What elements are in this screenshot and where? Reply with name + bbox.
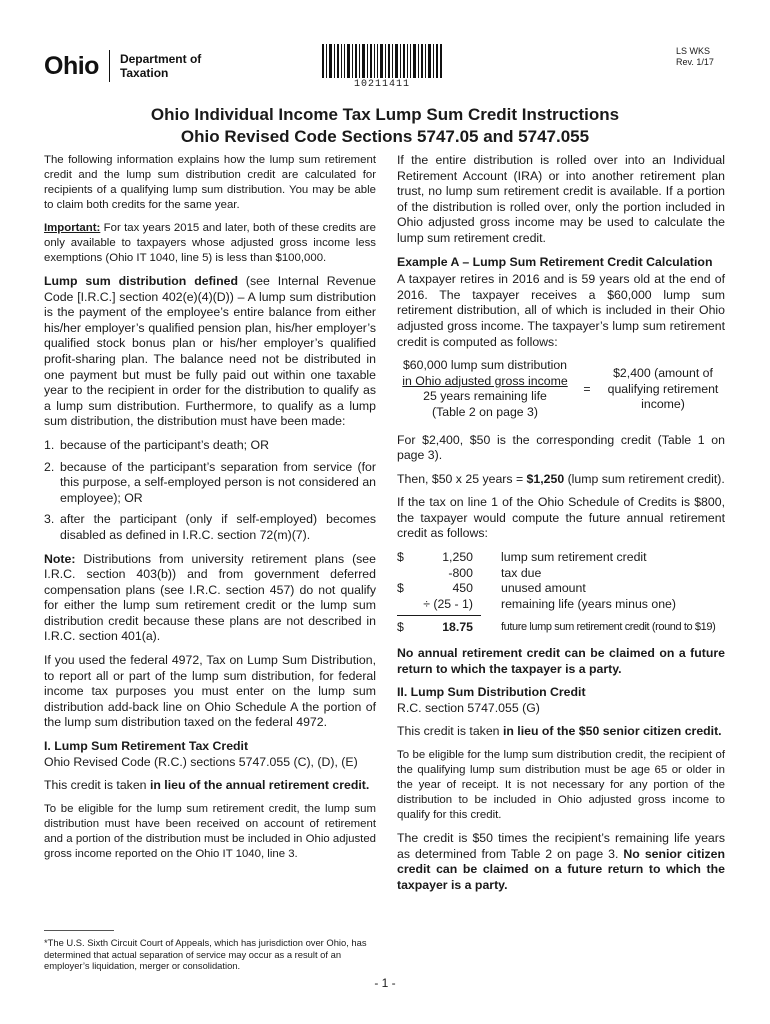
then-text: Then, $50 x 25 years = bbox=[397, 471, 527, 486]
department-line-1: Department of bbox=[119, 52, 202, 66]
lump-sum-definition bbox=[44, 274, 376, 430]
calc-amount: ÷ (25 - 1) bbox=[423, 596, 473, 611]
credit-50-text: The credit is $50 times the recipient’s remaining life years as determined from Table 2 on page 3. bbox=[397, 831, 725, 861]
formula-numerator-2: in Ohio adjusted gross income bbox=[402, 373, 568, 388]
calc-row bbox=[397, 597, 725, 613]
schedule-paragraph: If the tax on line 1 of the Ohio Schedule of Credits is $800, the taxpayer would compute the future annual retirement credit as follows: bbox=[397, 495, 725, 541]
federal-4972-paragraph: If you used the federal 4972, Tax on Lump Sum Distribution, to report all or part of the lump sum distribution, for federal income tax purposes you must enter on the lump sum distribution add-back line on Ohio Schedule A the portion of the lump sum distribution taxed on the federal 4972. bbox=[44, 653, 376, 730]
calc-symbol: $ bbox=[397, 581, 404, 596]
qualification-list bbox=[44, 438, 376, 544]
page-title: Ohio Individual Income Tax Lump Sum Credit Instructions bbox=[150, 105, 620, 124]
note-paragraph bbox=[44, 552, 376, 646]
calc-symbol bbox=[397, 566, 413, 582]
important-paragraph bbox=[44, 221, 376, 266]
form-code: LS WKS bbox=[676, 46, 711, 56]
logo-wordmark: Ohio bbox=[44, 51, 99, 80]
important-text: For tax years 2015 and later, both of these credits are only available to taxpayers whose adjusted gross income less exemptions (Ohio IT 1040, line 5) is less than $100,000. bbox=[44, 222, 376, 264]
left-column bbox=[44, 153, 376, 870]
footnote-divider bbox=[44, 930, 114, 931]
example-heading-text: Example A – Lump Sum Retirement Credit Calculation bbox=[397, 254, 713, 269]
list-text: because of the participant’s death; OR bbox=[60, 437, 269, 452]
intro-paragraph: The following information explains how the lump sum retirement credit and the lump sum distribution credit are calculated for recipients of a qualifying lump sum distribution. You may be able to claim both credits for the same year. bbox=[44, 154, 376, 211]
list-number: 2. bbox=[44, 459, 55, 474]
future-credit-calculation bbox=[397, 550, 725, 636]
section-1-heading-block bbox=[44, 739, 376, 770]
calc-row bbox=[397, 581, 725, 597]
lieu-annual-bold: in lieu of the annual retirement credit. bbox=[149, 778, 370, 793]
department-line-2: Taxation bbox=[119, 66, 169, 80]
form-identifier bbox=[676, 46, 714, 68]
example-heading bbox=[397, 255, 725, 271]
calc-amount: -800 bbox=[448, 565, 473, 580]
section-1-heading: I. Lump Sum Retirement Tax Credit bbox=[44, 739, 249, 754]
calc-row bbox=[397, 550, 725, 566]
ohio-taxation-logo bbox=[44, 48, 201, 84]
no-annual-credit-text: No annual retirement credit can be claimed on a future return to which the taxpayer is a party. bbox=[397, 646, 725, 676]
note-text: Distributions from university retirement plans (see I.R.C. section 403(b)) and from government deferred compensation plans (see I.R.C. section 457) do not qualify for either the lump sum retirement credit or the lump sum distribution credit because these plans are not described in I.R.C. section 401(a). bbox=[44, 551, 376, 644]
section-2-subheading: R.C. section 5747.055 (G) bbox=[397, 700, 540, 715]
corresponding-credit-paragraph: For $2,400, $50 is the corresponding credit (Table 1 on page 3). bbox=[397, 432, 725, 463]
lieu-senior-paragraph bbox=[397, 724, 725, 740]
form-revision: Rev. 1/17 bbox=[676, 57, 714, 67]
section-2-heading: II. Lump Sum Distribution Credit bbox=[397, 685, 586, 700]
then-paragraph bbox=[397, 472, 725, 488]
department-name bbox=[120, 52, 201, 80]
barcode-number: 10211411 bbox=[353, 79, 410, 90]
calc-amount: 450 bbox=[452, 581, 473, 596]
example-paragraph: A taxpayer retires in 2016 and is 59 years old at the end of 2016. The taxpayer receives a $60,000 lump sum retirement distribution, all of which is included in their Ohio adjusted gross income. The taxpayer’s lump sum retirement credit is computed as follows: bbox=[397, 272, 725, 349]
credit-50-paragraph bbox=[397, 831, 725, 893]
lieu-annual-text: This credit is taken bbox=[44, 778, 150, 793]
calc-symbol: $ bbox=[397, 620, 404, 635]
definition-text: (see Internal Revenue Code [I.R.C.] section 402(e)(4)(D)) – A lump sum distribution is the payment of the employee’s entire balance from either his/her employer’s qualified pension plan, his/her employer’s qualified stock bonus plan or his/her employer’s qualified profit-sharing plan. The balance need not be distributed in one payment but must be fully paid out within one taxable year to the recipient in order for the distribution to qualify as a lump sum distribution. Furthermore, to qualify as a lump sum distribution, the distribution must have been made: bbox=[44, 274, 376, 429]
calc-label: remaining life (years minus one) bbox=[501, 596, 676, 611]
formula-equals: = bbox=[583, 381, 591, 396]
calc-total-rule bbox=[397, 615, 481, 616]
definition-label: Lump sum distribution defined bbox=[44, 274, 238, 288]
lieu-senior-text: This credit is taken bbox=[397, 724, 503, 739]
eligibility-retirement-paragraph: To be eligible for the lump sum retirement credit, the lump sum distribution must have been received on account of retirement and a portion of the distribution must be included in Ohio adjusted gross income reported on the Ohio IT 1040, line 3. bbox=[44, 802, 376, 860]
page-subtitle: Ohio Revised Code Sections 5747.05 and 5747.055 bbox=[180, 127, 590, 146]
then-amount: $1,250 bbox=[526, 471, 565, 486]
calc-label: unused amount bbox=[501, 581, 586, 596]
section-2-heading-block bbox=[397, 685, 725, 716]
calc-row bbox=[397, 566, 725, 582]
barcode-icon bbox=[322, 44, 442, 78]
list-text: because of the participant’s separation from service (for this purpose, a self-employed person is not considered an employee); OR bbox=[60, 459, 376, 505]
calc-amount: 1,250 bbox=[442, 550, 473, 565]
formula-result: $2,400 (amount of qualifying retirement income) bbox=[607, 365, 719, 412]
calc-total-row bbox=[397, 620, 725, 636]
page-number: - 1 - bbox=[374, 976, 396, 990]
formula-fraction bbox=[397, 358, 573, 420]
calc-total-amount: 18.75 bbox=[442, 620, 473, 635]
formula-numerator-1: $60,000 lump sum distribution bbox=[402, 358, 568, 373]
formula-denominator-1: 25 years remaining life bbox=[423, 389, 547, 404]
lieu-senior-bold: in lieu of the $50 senior citizen credit. bbox=[502, 724, 722, 739]
formula-denominator-2: (Table 2 on page 3) bbox=[432, 404, 538, 419]
list-item bbox=[44, 460, 376, 507]
calc-symbol: $ bbox=[397, 550, 404, 565]
list-number: 3. bbox=[44, 512, 55, 527]
calc-label: tax due bbox=[501, 565, 542, 580]
then-suffix: (lump sum retirement credit). bbox=[564, 471, 725, 486]
important-label: Important: bbox=[44, 222, 101, 234]
list-item bbox=[44, 512, 376, 543]
credit-50-bold: No senior citizen credit can be claimed on a future return to which the taxpayer is a party. bbox=[397, 846, 725, 892]
lieu-annual-paragraph bbox=[44, 778, 376, 794]
note-label: Note: bbox=[44, 551, 76, 566]
calc-total-label: future lump sum retirement credit (round to $19) bbox=[501, 621, 716, 634]
logo-divider bbox=[109, 50, 110, 82]
calc-label: lump sum retirement credit bbox=[501, 550, 647, 565]
section-1-subheading: Ohio Revised Code (R.C.) sections 5747.055 (C), (D), (E) bbox=[44, 754, 358, 769]
list-item bbox=[44, 438, 376, 454]
calc-symbol bbox=[397, 597, 413, 613]
no-annual-credit-notice bbox=[397, 646, 725, 677]
eligibility-distribution-paragraph: To be eligible for the lump sum distribution credit, the recipient of the qualifying lump sum distribution must be age 65 or older in the year of receipt. It is not necessary for any portion of the distribution to be included in Ohio adjusted gross income to qualify for this credit. bbox=[397, 749, 725, 821]
ira-paragraph: If the entire distribution is rolled over into an Individual Retirement Account (IRA) or into another retirement plan trust, no lump sum retirement credit is available. If a portion of the distribution is rolled over, only the portion included in Ohio adjusted gross income may be used to calculate the lump sum retirement credit. bbox=[397, 153, 725, 245]
list-text: after the participant (only if self-employed) becomes disabled as defined in I.R.C. section 72(m)(7). bbox=[60, 512, 376, 542]
list-number: 1. bbox=[44, 437, 55, 452]
credit-formula bbox=[397, 358, 725, 420]
right-column bbox=[397, 153, 725, 901]
footnote: *The U.S. Sixth Circuit Court of Appeals, which has jurisdiction over Ohio, has determined that actual separation of service may occur as a result of an employer’s liquidation, merger or consolidation. bbox=[44, 937, 367, 971]
